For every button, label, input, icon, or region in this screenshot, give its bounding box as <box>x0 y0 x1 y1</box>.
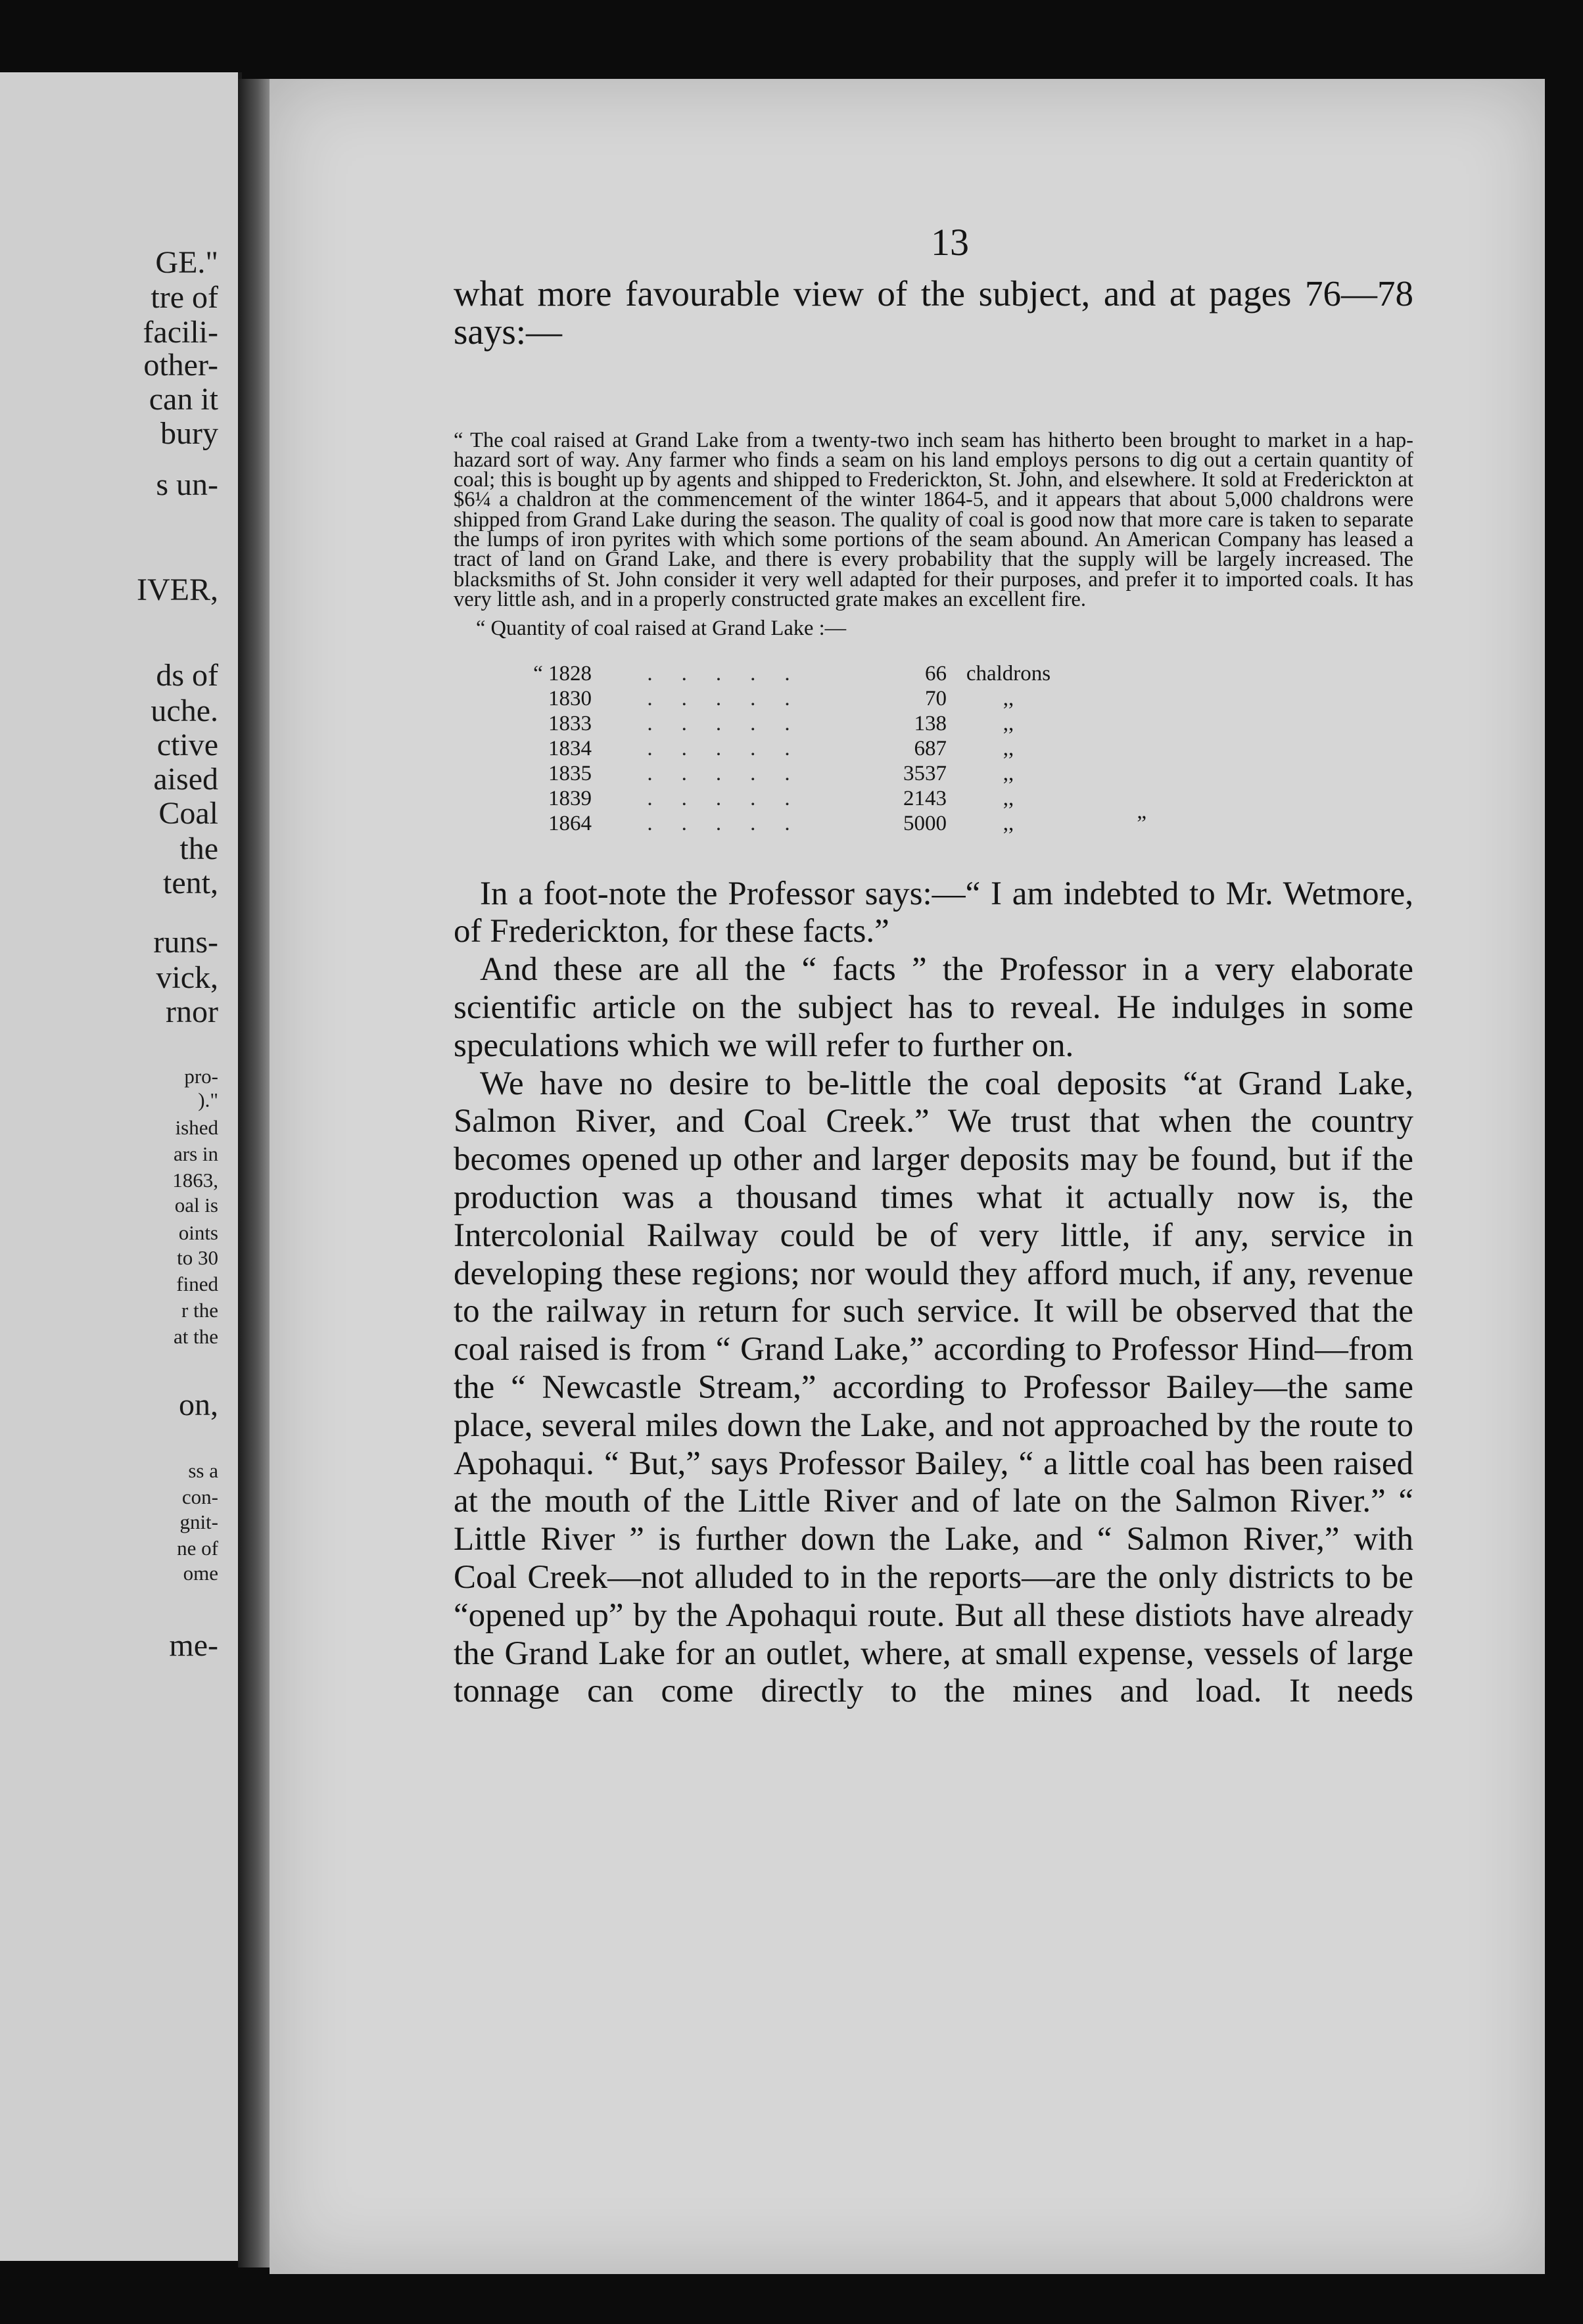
page-number: 13 <box>931 221 969 264</box>
facing-page-fragment: at the <box>174 1325 218 1348</box>
facing-page-fragment: oal is <box>174 1194 218 1217</box>
dot-leader: ..... <box>647 711 819 735</box>
amount-cell: 5000 <box>903 811 947 835</box>
facing-page-fragment: ished <box>175 1116 218 1139</box>
closing-quote <box>1061 786 1146 811</box>
facing-page-fragment: oints <box>178 1221 218 1244</box>
year-cell: “ 1828 <box>533 661 592 686</box>
facing-page-fragment: facili- <box>143 315 218 350</box>
year-cell: 1839 <box>548 786 592 810</box>
facts-paragraph: And these are all the “ facts ” the Professor in a very elaborate scientific article on the subject has to reveal. He indulges in some speculations which we will refer to further on. <box>454 951 1413 1064</box>
facing-page-fragment: ds of <box>156 658 218 693</box>
unit-cell: ,, <box>1003 761 1014 785</box>
closing-quote <box>1061 686 1146 711</box>
facing-page-fragment: rnor <box>166 994 218 1029</box>
facing-page-fragment: )." <box>198 1088 218 1111</box>
closing-quote <box>1061 711 1146 736</box>
dot-leader: ..... <box>647 736 819 760</box>
facing-page-fragment: ome <box>183 1562 218 1585</box>
facing-page-fragment: ss a <box>188 1459 218 1482</box>
dot-leader: ..... <box>647 786 819 810</box>
dot-leader: ..... <box>647 686 819 710</box>
unit-cell: ,, <box>1003 786 1014 810</box>
facing-page-fragment: Coal <box>158 796 218 831</box>
amount-cell: 66 <box>925 661 947 686</box>
facing-page-fragment: runs- <box>153 925 218 960</box>
year-cell: 1830 <box>548 686 592 710</box>
dot-leader: ..... <box>647 811 819 835</box>
lead-paragraph: what more favourable view of the subject, and at pages 76—78 says:— <box>454 273 1413 352</box>
facing-page-fragment: the <box>179 831 218 866</box>
facing-page <box>0 72 242 2261</box>
amount-cell: 687 <box>914 736 947 760</box>
facing-page-fragment: pro- <box>184 1065 218 1088</box>
facing-page-fragment: aised <box>153 762 218 797</box>
table-row <box>454 811 1146 836</box>
facing-page-fragment: on, <box>179 1387 218 1422</box>
closing-quote <box>1061 661 1146 686</box>
coal-quantity-table <box>454 661 1146 836</box>
facing-page-fragment: ars in <box>173 1142 218 1165</box>
year-cell: 1835 <box>548 761 592 785</box>
facing-page-fragment: me- <box>169 1628 218 1663</box>
dot-leader: ..... <box>647 661 819 686</box>
facing-page-fragment: r the <box>181 1299 218 1322</box>
footnote-paragraph: In a foot-note the Professor says:—“ I am indebted to Mr. Wetmore, of Frederickton, for these facts.” <box>454 875 1413 950</box>
page-content <box>454 275 1413 1711</box>
book-gutter <box>238 79 273 2267</box>
block-quote <box>454 430 1413 836</box>
closing-quote <box>1061 761 1146 786</box>
body-text <box>454 875 1413 1711</box>
facing-page-fragment: s un- <box>156 467 218 502</box>
unit-cell: ,, <box>1003 736 1014 760</box>
amount-cell: 70 <box>925 686 947 710</box>
facing-page-fragment: bury <box>160 416 218 451</box>
facing-page-fragment: to 30 <box>177 1246 218 1269</box>
unit-cell: ,, <box>1003 686 1014 710</box>
table-row <box>454 761 1146 786</box>
table-row <box>454 686 1146 711</box>
amount-cell: 138 <box>914 711 947 735</box>
unit-cell: chaldrons <box>966 661 1051 686</box>
coal-deposits-paragraph: We have no desire to be-little the coal deposits “at Grand Lake, Salmon River, and Coal Creek.” We trust that when the country becomes opened up other and larger deposits may be found, but if the production was a thousand times what it actually now is, the Intercolonial Railway could be of very little, if any, service in developing these regions; nor would they afford much, if any, revenue to the railway in return for such service. It will be observed that the coal raised is from “ Grand Lake,” according to Professor Hind—from the “ Newcastle Stream,” according to Professor Bailey—the same place, several miles down the Lake, and not approached by the route to Apohaqui. “ But,” says Professor Bailey, “ a little coal has been raised at the mouth of the Little River and of late on the Salmon River.” “ Little River ” is further down the Lake, and “ Salmon River,” with Coal Creek—not alluded to in the reports—are the only districts to be “opened up” by the Apohaqui route. But all these distiots have already the Grand Lake for an outlet, where, at small expense, vessels of large tonnage can come directly to the mines and load. It needs <box>454 1065 1413 1710</box>
closing-quote <box>1061 736 1146 761</box>
facing-page-fragment: other- <box>143 348 218 383</box>
amount-cell: 2143 <box>903 786 947 810</box>
closing-quote: ” <box>1137 811 1146 835</box>
year-cell: 1834 <box>548 736 592 760</box>
year-cell: 1833 <box>548 711 592 735</box>
facing-page-fragment: 1863, <box>172 1169 218 1192</box>
facing-page-fragment: con- <box>181 1485 218 1508</box>
facing-page-fragment: IVER, <box>137 572 218 607</box>
table-row <box>454 736 1146 761</box>
facing-page-fragment: gnit- <box>179 1510 218 1533</box>
facing-page-fragment: uche. <box>151 693 218 728</box>
facing-page-fragment: ctive <box>156 728 218 762</box>
quantity-intro: “ Quantity of coal raised at Grand Lake :— <box>476 616 847 641</box>
unit-cell: ,, <box>1003 711 1014 735</box>
facing-page-fragment: ne of <box>177 1537 218 1560</box>
facing-page-fragment: vick, <box>156 960 218 995</box>
unit-cell: ,, <box>1003 811 1014 835</box>
facing-page-fragment: tent, <box>163 866 218 900</box>
quote-paragraph: “ The coal raised at Grand Lake from a twenty-two inch seam has hitherto been brought to market in a hap-hazard sort of way. Any farmer who finds a seam on his land employs persons to dig out a certain quantity of coal; this is bought up by agents and shipped to Frederickton, St. John, and elsewhere. It sold at Frederickton at $6¼ a chaldron at the commencement of the winter 1864-5, and it appears that about 5,000 chaldrons were shipped from Grand Lake during the season. The quality of coal is good now that more care is taken to separate the lumps of iron pyrites with which some portions of the seam abound. An American Company has leased a tract of land on Grand Lake, and there is every probability that the supply will be largely increased. The blacksmiths of St. John consider it very well adapted for their purposes, and prefer it to imported coals. It has very little ash, and in a properly constructed grate makes an excellent fire. <box>454 428 1413 611</box>
table-row <box>454 786 1146 811</box>
year-cell: 1864 <box>548 811 592 835</box>
dot-leader: ..... <box>647 761 819 785</box>
facing-page-fragment: can it <box>149 382 218 417</box>
table-row <box>454 711 1146 736</box>
facing-page-fragment: tre of <box>151 280 218 315</box>
amount-cell: 3537 <box>903 761 947 785</box>
facing-page-fragment: GE." <box>155 245 218 280</box>
facing-page-fragment: fined <box>176 1272 218 1295</box>
table-row <box>454 661 1146 686</box>
